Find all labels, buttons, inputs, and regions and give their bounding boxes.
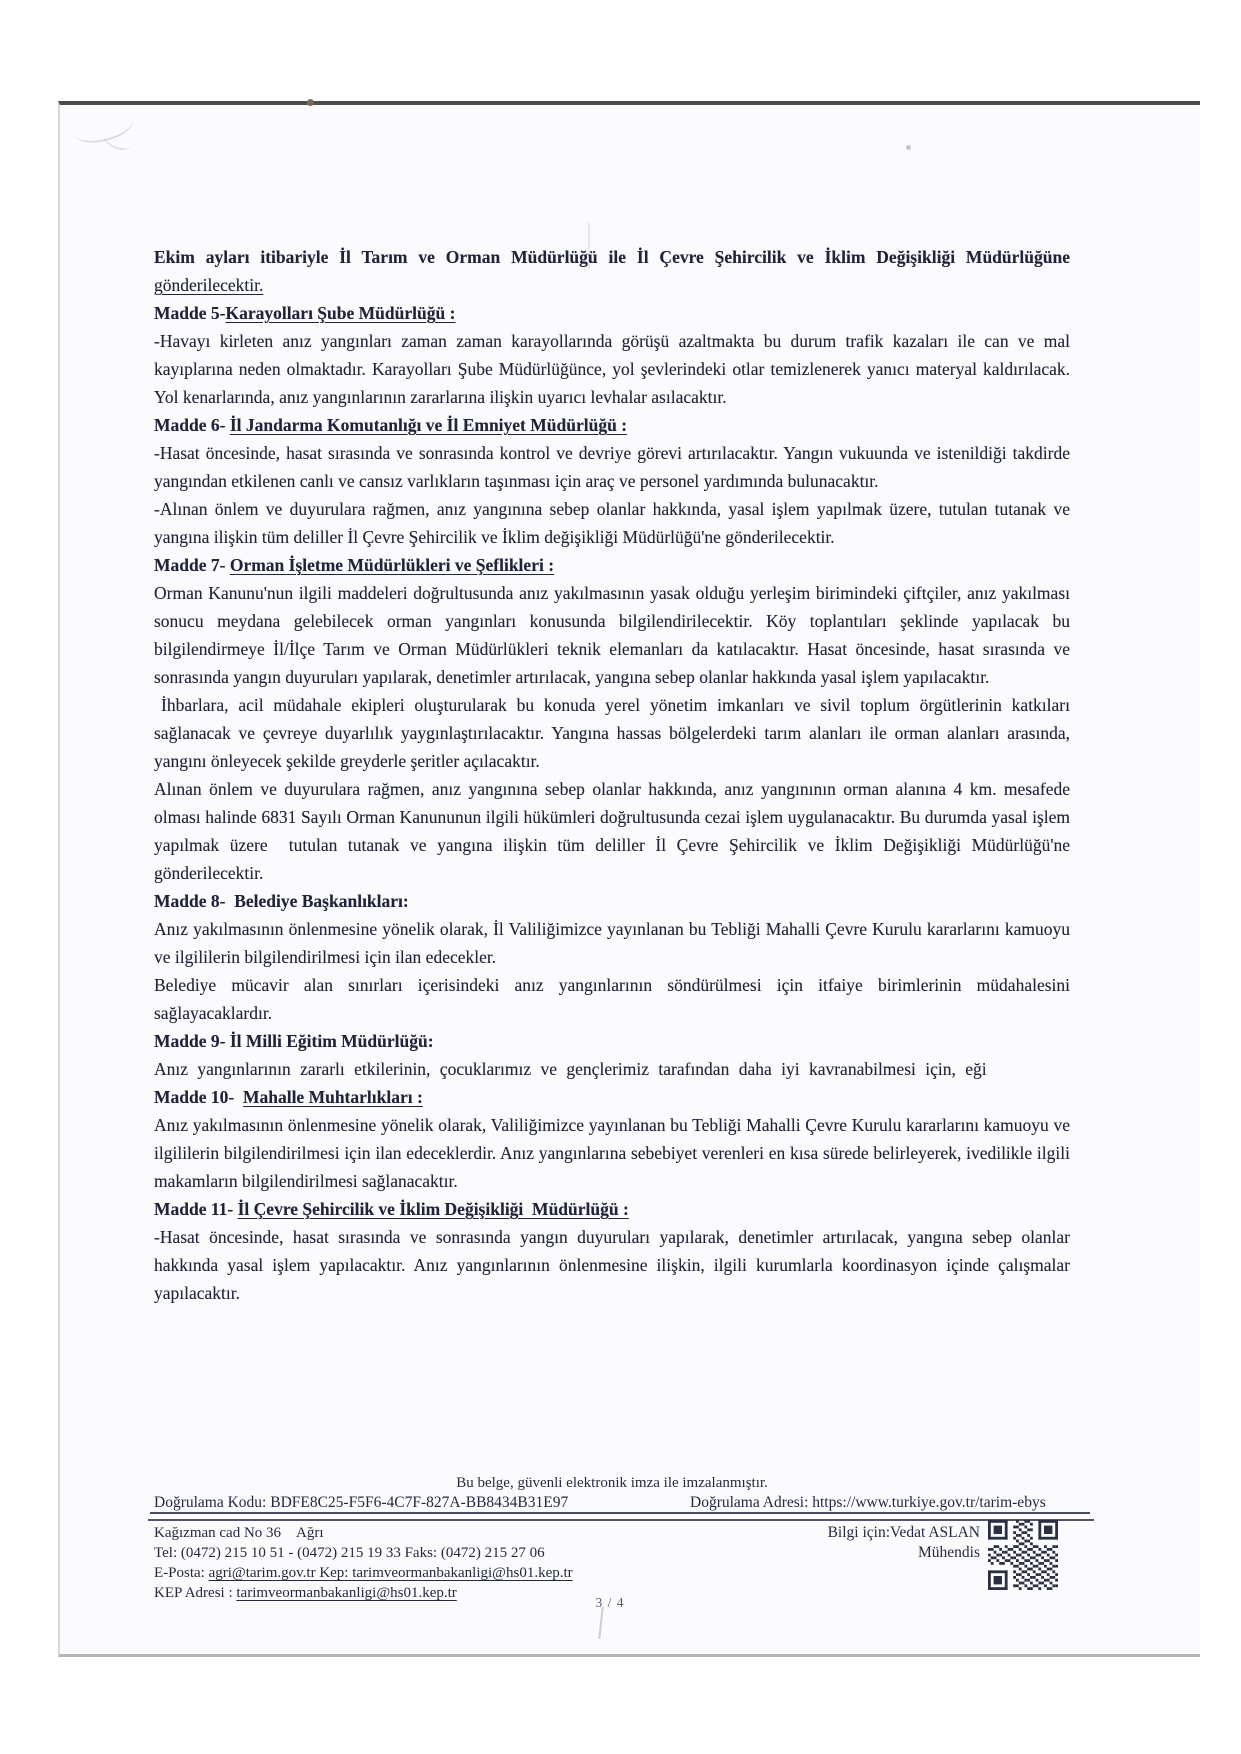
madde-11-heading: Madde 11- İl Çevre Şehircilik ve İklim Değişikliği Müdürlüğü : [154,1199,629,1219]
intro-paragraph: Ekim ayları itibariyle İl Tarım ve Orman Müdürlüğü ile İl Çevre Şehircilik ve İklim Değişikliği Müdürlüğüne gönderilecektir. [154,247,1070,295]
scan-scribble-mark [102,129,134,154]
madde-7-paragraph-1: Orman Kanunu'nun ilgili maddeleri doğrultusunda anız yakılmasının yasak olduğu yerleşim birimindeki çiftçiler, anız yakılması sonucu meydana gelebilecek orman yangınları konusunda bilgilendirilecektir. Köy toplantıları şeklinde yapılacak bu bilgilendirmeye İl/İlçe Tarım ve Orman Müdürlükleri teknik elemanları da katılacaktır. Hasat öncesinde, hasat sırasında ve sonrasında yangın duyuruları yapılarak, denetimler artırılacak, yangına sebep olanlar hakkında yasal işlem yapılacaktır. [154,583,1070,687]
verification-code: Doğrulama Kodu: BDFE8C25-F5F6-4C7F-827A-BB8434B31E97 [154,1494,569,1511]
madde-5-paragraph: -Havayı kirleten anız yangınları zaman zaman karayollarında görüşü azaltmakta bu durum trafik kazaları ile can ve mal kayıplarına neden olmaktadır. Karayolları Şube Müdürlüğünce, yol şevlerindeki otlar temizlenerek yanıcı materyal kaldırılacak. Yol kenarlarında, anız yangınlarının zararlarına ilişkin uyarıcı levhalar asılacaktır. [154,331,1070,407]
footer-address-block [154,1523,854,1603]
madde-9-paragraph: Anız yangınlarının zararlı etkilerinin, çocuklarımız ve gençlerimiz tarafından daha iyi kavranabilmesi için, eği [154,1059,987,1079]
madde-11-paragraph: -Hasat öncesinde, hasat sırasında ve sonrasında yangın duyuruları yapılarak, denetimler artırılacak, yangına sebep olanlar hakkında yasal işlem yapılacaktır. Anız yangınlarının önlenmesine ilişkin, ilgili kurumlarla koordinasyon içinde çalışmalar yapılacaktır. [154,1227,1070,1303]
footer-kep-line: KEP Adresi : tarimveormanbakanligi@hs01.kep.tr [154,1585,457,1601]
verification-address: Doğrulama Adresi: https://www.turkiye.gov.tr/tarim-ebys [690,1494,1046,1511]
madde-6-paragraph-2: -Alınan önlem ve duyurulara rağmen, anız yangınına sebep olanlar hakkında, yasal işlem yapılmak üzere, tutulan tutanak ve yangına ilişkin tüm deliller İl Çevre Şehircilik ve İklim değişikliği Müdürlüğü'ne gönderilecektir. [154,499,1070,547]
madde-8-heading: Madde 8- Belediye Başkanlıkları: [154,891,409,911]
madde-8-paragraph-1: Anız yakılmasının önlenmesine yönelik olarak, İl Valiliğimizce yayınlanan bu Tebliği Mahalli Çevre Kurulu kararlarını kamuoyu ve ilgililerin bilgilendirilmesi için ilan edecekler. [154,919,1070,967]
madde-6-heading: Madde 6- İl Jandarma Komutanlığı ve İl Emniyet Müdürlüğü : [154,415,628,435]
scan-speck-right [906,145,911,150]
footer-divider-line [150,1512,1090,1514]
footer-contact-block [760,1523,980,1563]
footer-email-line: E-Posta: agri@tarim.gov.tr Kep: tarimveormanbakanligi@hs01.kep.tr [154,1565,573,1581]
qr-code [988,1520,1058,1590]
page-number: 3 / 4 [595,1595,625,1610]
madde-8-paragraph-2: Belediye mücavir alan sınırları içerisindeki anız yangınlarının söndürülmesi için itfaiye birimlerinin müdahalesini sağlayacaklardır. [154,975,1070,1023]
madde-7-heading: Madde 7- Orman İşletme Müdürlükleri ve Şeflikleri : [154,555,555,575]
madde-7-paragraph-3: Alınan önlem ve duyurulara rağmen, anız yangınına sebep olanlar hakkında, anız yangınının orman alanına 4 km. mesafede olması halinde 6831 Sayılı Orman Kanununun ilgili hükümleri doğrultusunda cezai işlem uygulanacaktır. Bu durumda yasal işlem yapılmak üzere tutulan tutanak ve yangına ilişkin tüm deliller İl Çevre Şehircilik ve İklim Değişikliği Müdürlüğü'ne gönderilecektir. [154,779,1070,883]
contact-person: Bilgi için:Vedat ASLAN [827,1524,980,1541]
footer-street-line: Kağızman cad No 36 Ağrı [154,1525,324,1541]
madde-10-heading: Madde 10- Mahalle Muhtarlıkları : [154,1087,423,1107]
madde-5-heading: Madde 5-Karayolları Şube Müdürlüğü : [154,303,456,323]
footer-divider-line [148,1519,1094,1521]
madde-6-paragraph-1: -Hasat öncesinde, hasat sırasında ve sonrasında kontrol ve devriye görevi artırılacaktır. Yangın vukuunda ve istenildiği takdirde yangından etkilenen canlı ve cansız varlıkların taşınması için araç ve personel yardımında bulunacaktır. [154,443,1070,491]
madde-9-heading: Madde 9- İl Milli Eğitim Müdürlüğü: [154,1031,434,1051]
scanned-document-page [58,101,1200,1657]
contact-title: Mühendis [918,1544,980,1561]
footer-phone-line: Tel: (0472) 215 10 51 - (0472) 215 19 33 Faks: (0472) 215 27 06 [154,1545,545,1561]
madde-7-paragraph-2: İhbarlara, acil müdahale ekipleri oluşturularak bu konuda yerel yönetim imkanları ve sivil toplum örgütlerinin katkıları sağlanacak ve çevreye duyarlılık yaygınlaştırılacaktır. Yangına hassas bölgelerdeki tarım alanları ile orman alanları arasında, yangını önleyecek şekilde greyderle şeritler açılacaktır. [154,695,1070,771]
scan-crease-mark [598,1607,603,1639]
e-signature-note: Bu belge, güvenli elektronik imza ile imzalanmıştır. [456,1475,768,1491]
scan-speck-top [307,99,314,106]
madde-10-paragraph: Anız yakılmasının önlenmesine yönelik olarak, Valiliğimizce yayınlanan bu Tebliği Mahalli Çevre Kurulu kararlarını kamuoyu ve ilgililerin bilgilendirilmesi için ilan edeceklerdir. Anız yangınlarına sebebiyet verenleri en kısa sürede belirleyerek, ivedilikle ilgili makamların bilgilendirilmesi sağlanacaktır. [154,1115,1070,1191]
document-body [154,243,1070,1307]
